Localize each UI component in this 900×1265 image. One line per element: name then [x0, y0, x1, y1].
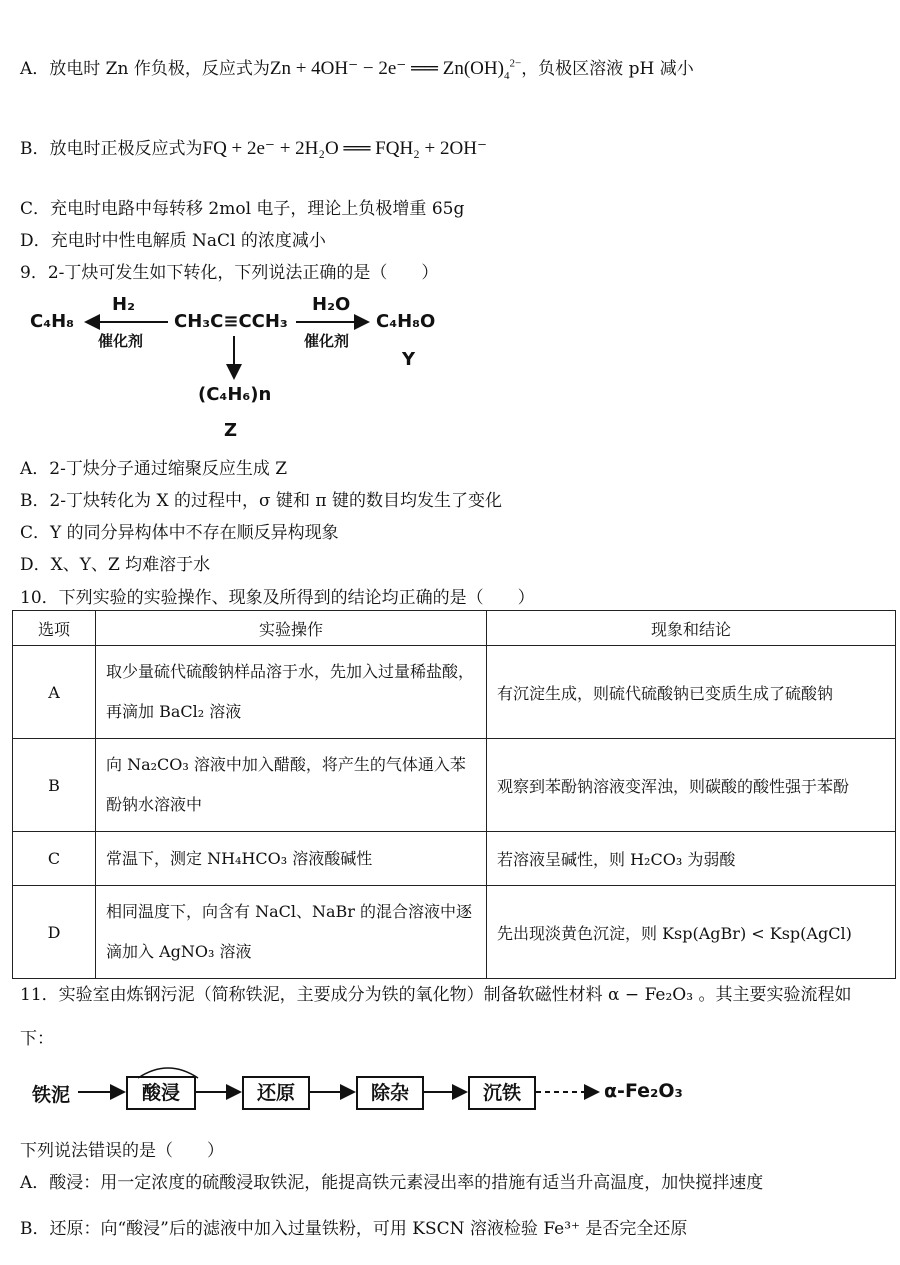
- flow-step-reduction: 还原: [242, 1076, 310, 1110]
- q9-down-label: Z: [224, 420, 238, 441]
- row-operation: 向 Na₂CO₃ 溶液中加入醋酸，将产生的气体通入苯酚钠水溶液中: [96, 739, 487, 832]
- flow-step-impurity-removal: 除杂: [356, 1076, 424, 1110]
- flow-end: α-Fe₂O₃: [604, 1080, 683, 1102]
- q8-option-a-prefix: A．放电时 Zn 作负极，反应式为: [20, 59, 270, 79]
- q8-option-a-suffix: ，负极区溶液 pH 减小: [521, 59, 694, 79]
- row-label: A: [13, 646, 96, 739]
- q8-a-eq-text: Zn + 4OH⁻ − 2e⁻ ══ Zn(OH): [269, 58, 504, 79]
- q8-option-d: D．充电时中性电解质 NaCl 的浓度减小: [20, 231, 326, 251]
- q9-center-compound: CH₃C≡CCH₃: [174, 311, 288, 332]
- q8-option-a-equation: [269, 57, 522, 82]
- table-row: [13, 646, 896, 739]
- row-operation: 常温下，测定 NH₄HCO₃ 溶液酸碱性: [96, 832, 487, 886]
- q9-right-reagent: H₂O: [312, 294, 351, 315]
- q11-question: 下列说法错误的是（ ）: [20, 1141, 224, 1161]
- q9-reaction-diagram: [28, 292, 448, 442]
- q8-option-b-equation: FQ + 2e⁻ + 2H₂O ══ FQH₂ + 2OH⁻: [202, 138, 487, 159]
- row-label: D: [13, 886, 96, 979]
- table-row: [13, 832, 896, 886]
- q10-stem: 10．下列实验的实验操作、现象及所得到的结论均正确的是（ ）: [20, 588, 535, 608]
- row-result: 先出现淡黄色沉淀，则 Ksp(AgBr) < Ksp(AgCl): [487, 886, 896, 979]
- row-label: C: [13, 832, 96, 886]
- q8-option-a: [20, 54, 694, 82]
- q8-a-eq-sub: 4: [503, 69, 510, 82]
- q11-stem-line2: 下：: [20, 1029, 54, 1049]
- table-header-result: 现象和结论: [487, 611, 896, 646]
- row-operation: 相同温度下，向含有 NaCl、NaBr 的混合溶液中逐滴加入 AgNO₃ 溶液: [96, 886, 487, 979]
- q8-option-c: C．充电时电路中每转移 2mol 电子，理论上负极增重 65g: [20, 199, 465, 219]
- flow-start: 铁泥: [32, 1084, 71, 1106]
- row-label: B: [13, 739, 96, 832]
- q11-option-a: A．酸浸：用一定浓度的硫酸浸取铁泥，能提高铁元素浸出率的措施有适当升高温度，加快搅拌速度: [20, 1173, 764, 1193]
- q9-left-product: C₄H₈: [30, 311, 75, 332]
- q9-stem: 9．2-丁炔可发生如下转化，下列说法正确的是（ ）: [20, 263, 439, 283]
- q9-option-a: A．2-丁炔分子通过缩聚反应生成 Z: [20, 459, 288, 479]
- q10-experiment-table: [12, 610, 896, 979]
- table-header-operation: 实验操作: [96, 611, 487, 646]
- q9-down-product: (C₄H₆)n: [198, 384, 272, 405]
- row-result: 若溶液呈碱性，则 H₂CO₃ 为弱酸: [487, 832, 896, 886]
- q9-option-b: B．2-丁炔转化为 X 的过程中，σ 键和 π 键的数目均发生了变化: [20, 491, 502, 511]
- flow-step-iron-precipitation: 沉铁: [468, 1076, 536, 1110]
- row-result: 有沉淀生成，则硫代硫酸钠已变质生成了硫酸钠: [487, 646, 896, 739]
- q9-right-catalyst: 催化剂: [304, 332, 350, 350]
- flow-step-acid-leach: 酸浸: [126, 1076, 196, 1110]
- table-row: [13, 886, 896, 979]
- q9-option-d: D．X、Y、Z 均难溶于水: [20, 555, 211, 575]
- table-row: [13, 739, 896, 832]
- row-operation: 取少量硫代硫酸钠样品溶于水，先加入过量稀盐酸，再滴加 BaCl₂ 溶液: [96, 646, 487, 739]
- q9-right-label: Y: [402, 349, 416, 370]
- q11-stem-line1: 11．实验室由炼钢污泥（简称铁泥，主要成分为铁的氧化物）制备软磁性材料 α − Fe₂O₃ 。其主要实验流程如: [20, 985, 852, 1005]
- q9-left-catalyst: 催化剂: [98, 332, 144, 350]
- q8-option-b-prefix: B．放电时正极反应式为: [20, 139, 203, 159]
- row-result: 观察到苯酚钠溶液变浑浊，则碳酸的酸性强于苯酚: [487, 739, 896, 832]
- q9-option-c: C．Y 的同分异构体中不存在顺反异构现象: [20, 523, 339, 543]
- q9-right-product: C₄H₈O: [376, 311, 436, 332]
- q8-a-eq-sup: 2−: [509, 57, 522, 70]
- table-header-row: [13, 611, 896, 646]
- q11-option-b: B．还原：向“酸浸”后的滤液中加入过量铁粉，可用 KSCN 溶液检验 Fe³⁺ 是否完全还原: [20, 1219, 688, 1239]
- q8-option-b: [20, 134, 487, 160]
- q9-left-reagent: H₂: [112, 294, 135, 315]
- table-header-option: 选项: [13, 611, 96, 646]
